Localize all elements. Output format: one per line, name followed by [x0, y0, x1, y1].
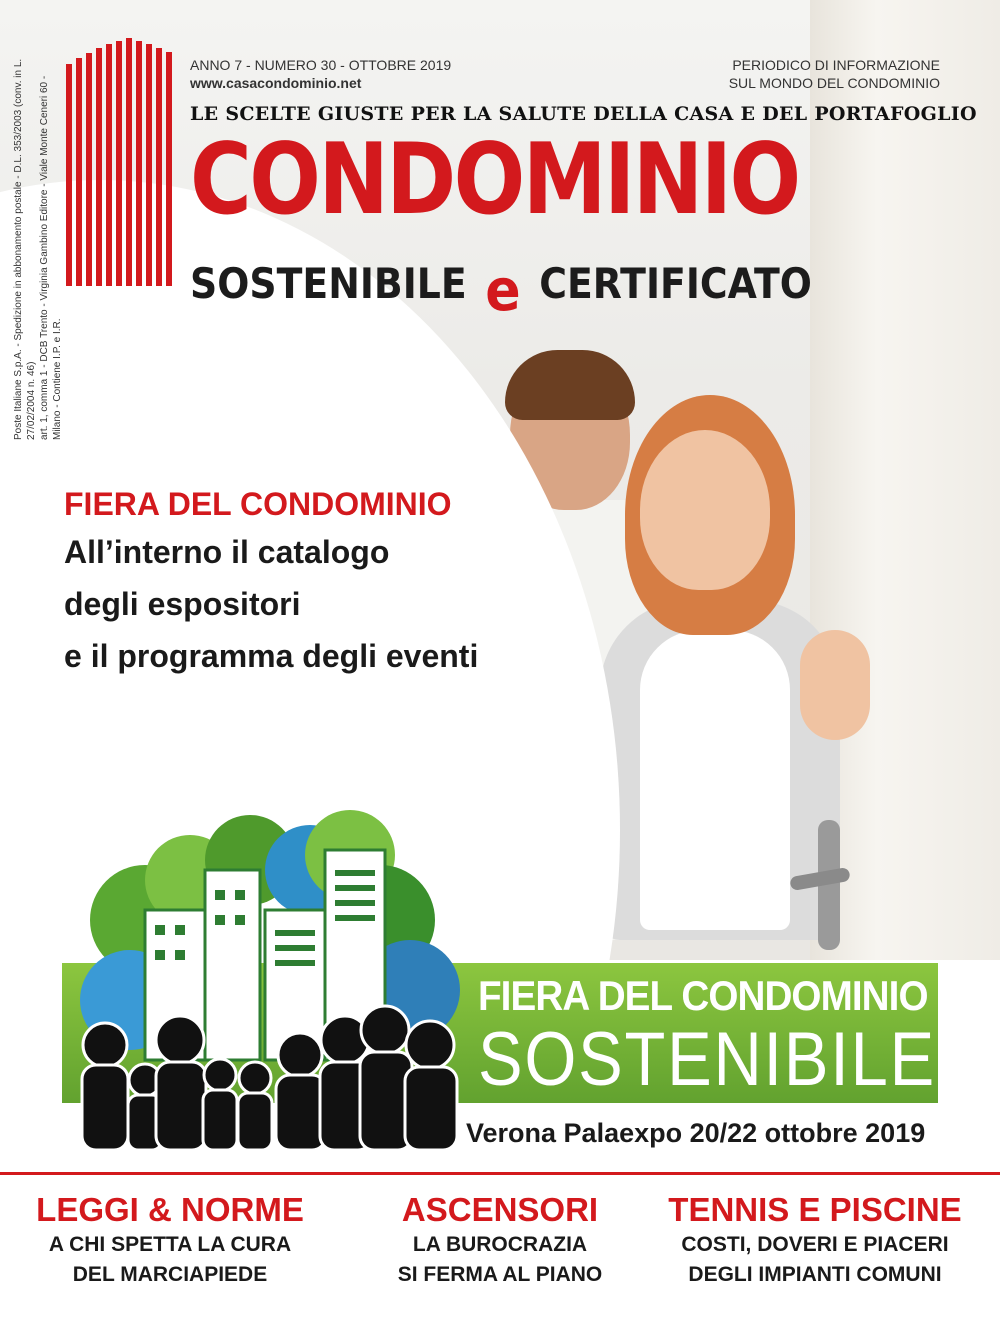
- section-ascensori[interactable]: [345, 1190, 655, 1290]
- feature-line-1: All’interno il catalogo: [64, 534, 390, 570]
- section-line-1: LA BUROCRAZIA: [412, 1233, 588, 1256]
- fair-date: Verona Palaexpo 20/22 ottobre 2019: [466, 1118, 926, 1148]
- feature-line-3: e il programma degli eventi: [64, 638, 479, 674]
- striped-building-logo-icon: [66, 38, 178, 286]
- periodico-line-1: PERIODICO DI INFORMAZIONE: [732, 57, 940, 73]
- postal-notice: [12, 50, 64, 440]
- postal-line-2: art. 1, comma 1 - DCB Trento - Virginia Gambino Editore - Viale Monte Ceneri 60 - Milano - Contiene I.P. e I.R.: [39, 75, 63, 440]
- section-line-2: SI FERMA AL PIANO: [397, 1263, 603, 1286]
- city-trees-people-logo-icon: [60, 800, 490, 1160]
- section-heading: ASCENSORI: [401, 1191, 599, 1228]
- feature-line-2: degli espositori: [64, 586, 301, 622]
- periodico-line-2: SUL MONDO DEL CONDOMINIO: [728, 75, 940, 91]
- section-heading: TENNIS E PISCINE: [668, 1191, 962, 1228]
- issue-number: ANNO 7 - NUMERO 30 - OTTOBRE 2019: [190, 57, 452, 73]
- woman-head: [640, 430, 770, 590]
- feature-title: FIERA DEL CONDOMINIO: [64, 486, 452, 522]
- section-line-2: DEGLI IMPIANTI COMUNI: [688, 1263, 942, 1286]
- section-leggi-norme[interactable]: [20, 1190, 320, 1290]
- tagline: LE SCELTE GIUSTE PER LA SALUTE DELLA CASA E DEL PORTAFOGLIO: [190, 103, 977, 125]
- magazine-title: CONDOMINIO: [190, 123, 799, 237]
- website-link[interactable]: www.casacondominio.net: [190, 75, 362, 91]
- fair-title: FIERA DEL CONDOMINIO: [478, 972, 928, 1019]
- section-line-1: COSTI, DOVERI E PIACERI: [681, 1233, 949, 1256]
- section-divider: [0, 1172, 1000, 1175]
- periodico-label: [729, 56, 940, 92]
- section-line-2: DEL MARCIAPIEDE: [72, 1263, 268, 1286]
- section-tennis-piscine[interactable]: [650, 1190, 980, 1290]
- woman-hand: [800, 630, 870, 740]
- subtitle-left: SOSTENIBILE: [190, 259, 467, 308]
- fair-subtitle: SOSTENIBILE: [478, 1017, 936, 1102]
- subtitle-conjunction: e: [485, 256, 521, 324]
- feature-headline: [64, 482, 478, 682]
- postal-line-1: Poste Italiane S.p.A. - Spedizione in abbonamento postale - D.L. 353/2003 (conv. in L. 27/02/2004 n. 46): [13, 58, 37, 440]
- section-line-1: A CHI SPETTA LA CURA: [48, 1233, 292, 1256]
- section-heading: LEGGI & NORME: [36, 1191, 304, 1228]
- issue-info: [190, 56, 451, 92]
- magazine-subtitle: [190, 244, 812, 324]
- subtitle-right: CERTIFICATO: [539, 259, 812, 308]
- woman-shirt: [640, 630, 790, 930]
